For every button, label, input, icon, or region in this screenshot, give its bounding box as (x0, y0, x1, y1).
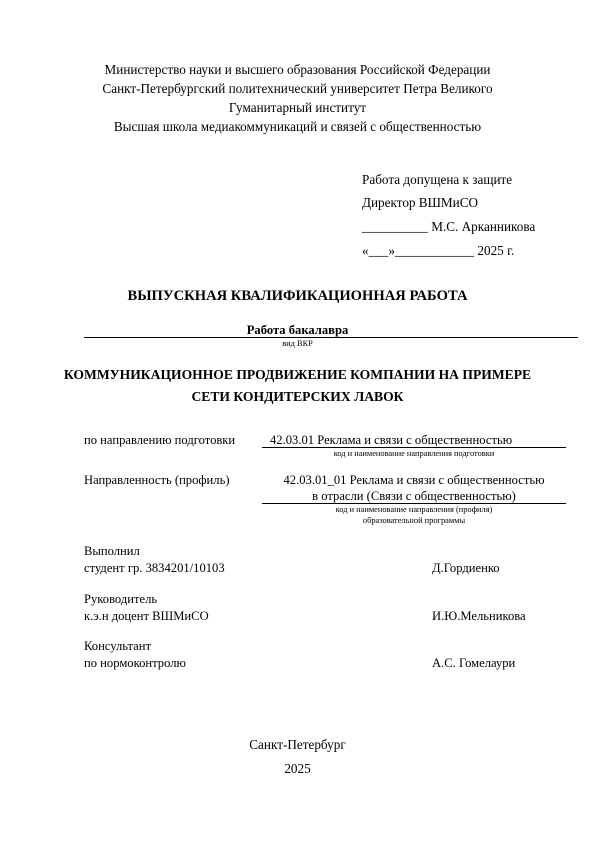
topic-line-1: КОММУНИКАЦИОННОЕ ПРОДВИЖЕНИЕ КОМПАНИИ НА ПРИМЕРЕ (63, 367, 532, 382)
student-role-1: Выполнил (84, 544, 140, 558)
profile-label: Направленность (профиль) (84, 473, 230, 487)
school-line: Высшая школа медиакоммуникаций и связей с общественностью (113, 119, 482, 134)
student-name: Д.Гордиенко (432, 561, 500, 575)
approval-line-1: Работа допущена к защите (362, 172, 513, 187)
supervisor-name: И.Ю.Мельникова (432, 609, 526, 623)
work-type: Работа бакалавра (246, 323, 349, 337)
student-role-2: студент гр. 3834201/10103 (84, 561, 225, 575)
direction-underline (262, 447, 566, 448)
approval-line-3: __________ М.С. Арканникова (362, 219, 536, 234)
university-line: Санкт-Петербургский политехнический университет Петра Великого (102, 81, 493, 96)
direction-label: по направлению подготовки (84, 433, 236, 447)
supervisor-role-1: Руководитель (84, 592, 158, 606)
profile-underline (262, 503, 566, 504)
profile-value-line-1: 42.03.01_01 Реклама и связи с общественностью (283, 473, 545, 487)
profile-caption-line-1: код и наименование направления (профиля) (335, 505, 493, 514)
institute-line: Гуманитарный институт (228, 100, 367, 115)
footer-year: 2025 (284, 761, 311, 776)
ministry-line: Министерство науки и высшего образования Российской Федерации (104, 62, 491, 77)
approval-line-2: Директор ВШМиСО (362, 195, 479, 210)
direction-value: 42.03.01 Реклама и связи с общественностью (270, 433, 513, 447)
topic-line-2: СЕТИ КОНДИТЕРСКИХ ЛАВОК (191, 389, 404, 404)
direction-caption: код и наименование направления подготовки (333, 449, 495, 458)
consultant-name: А.С. Гомелаури (432, 656, 516, 670)
profile-value-line-2: в отрасли (Связи с общественностью) (312, 489, 516, 503)
work-type-caption: вид ВКР (282, 339, 313, 348)
footer-city: Санкт-Петербург (249, 737, 346, 752)
profile-caption-line-2: образовательной программы (362, 516, 466, 525)
work-type-underline (84, 337, 578, 338)
approval-line-4: «___»____________ 2025 г. (362, 243, 515, 258)
document-title: ВЫПУСКНАЯ КВАЛИФИКАЦИОННАЯ РАБОТА (127, 288, 468, 304)
consultant-role-2: по нормоконтролю (84, 656, 186, 670)
consultant-role-1: Консультант (84, 639, 152, 653)
supervisor-role-2: к.э.н доцент ВШМиСО (84, 609, 209, 623)
